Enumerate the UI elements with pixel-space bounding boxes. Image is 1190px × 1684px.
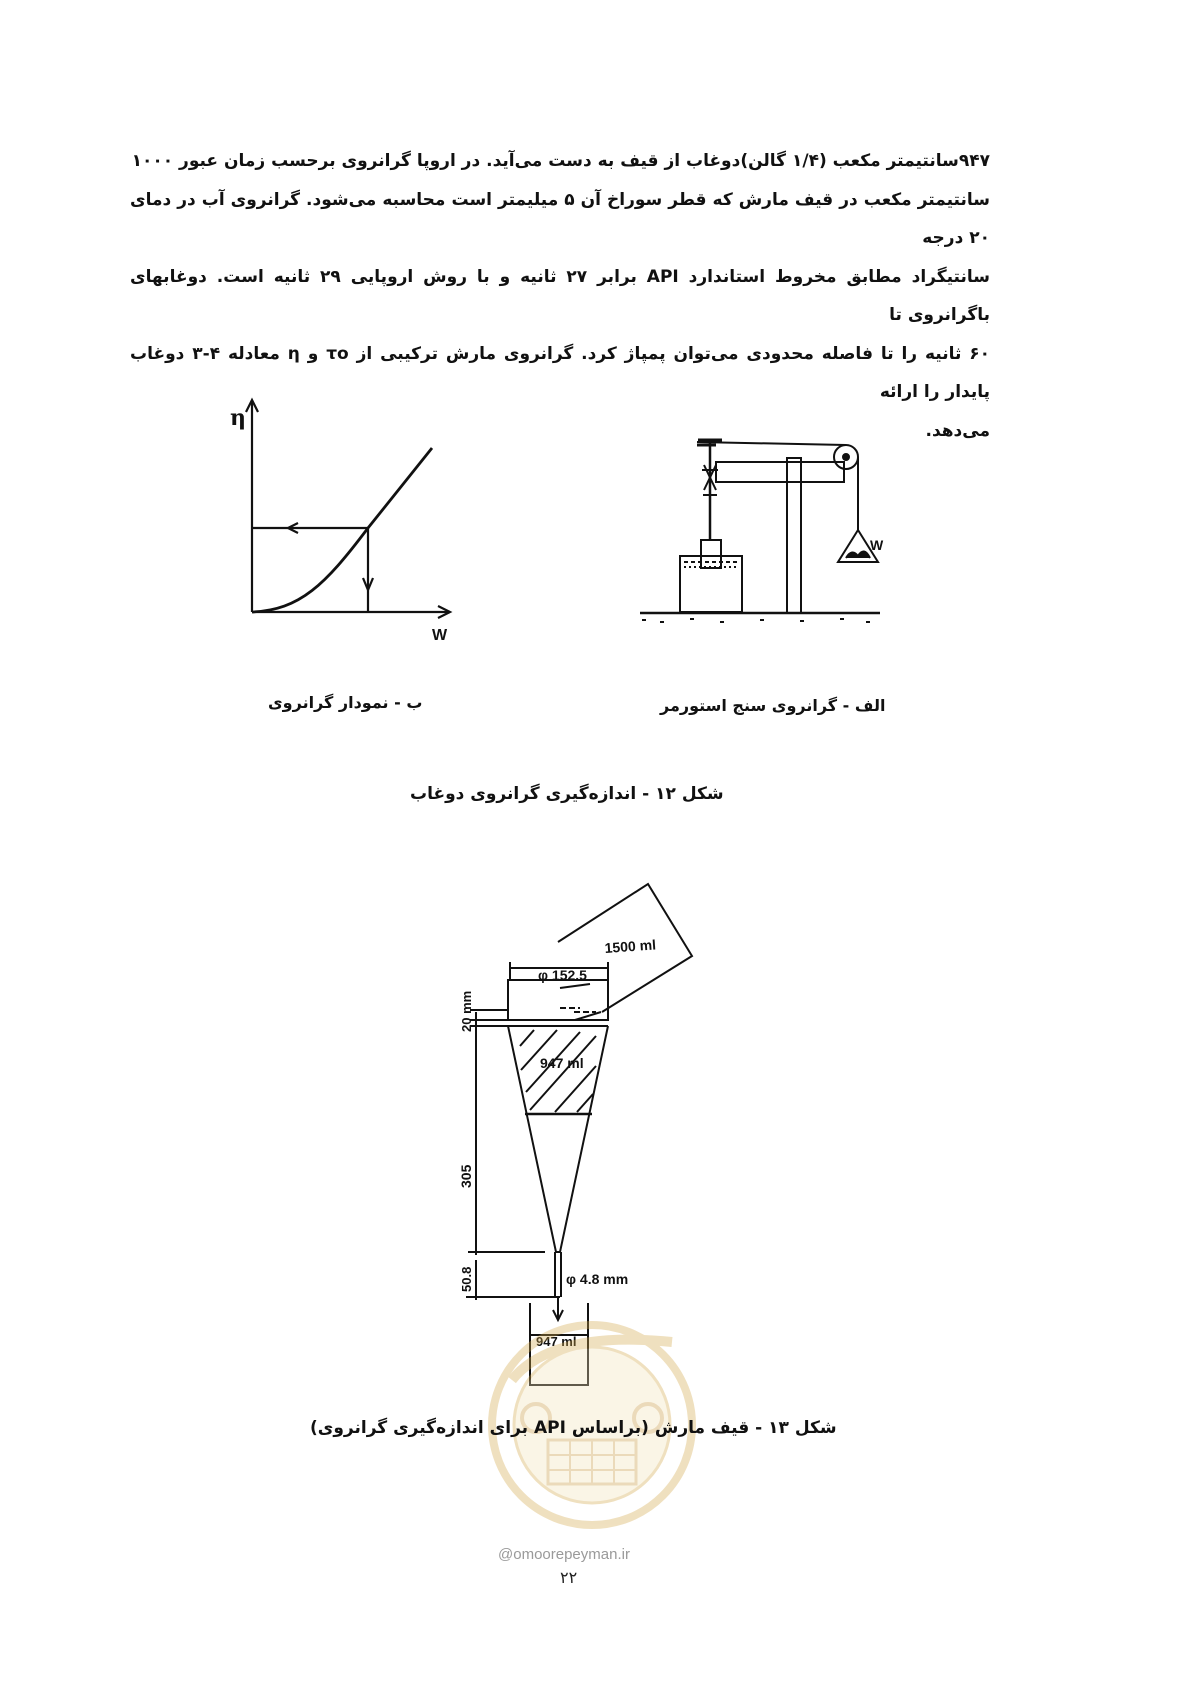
- paragraph-line-2: سانتیمتر مکعب در قیف مارش که قطر سوراخ آن ۵ میلیمتر است محاسبه می‌شود. گرانروی آب در دمای ۲۰ درجه: [130, 189, 990, 248]
- rotor: [701, 540, 721, 568]
- nozzle-diameter-label: φ 4.8 mm: [566, 1271, 629, 1287]
- viscosity-graph: [246, 400, 450, 618]
- figure-13-caption: شکل ۱۳ - قیف مارش (براساس API برای اندازه‌گیری گرانروی): [310, 1418, 837, 1438]
- watermark-website: @omoorepeyman.ir: [498, 1546, 630, 1563]
- pulley-string-top: [697, 442, 846, 445]
- sample-cup: [680, 556, 742, 612]
- volume-1500-label: 1500 ml: [604, 936, 657, 956]
- cup-947-label: 947 ml: [536, 1334, 577, 1349]
- paragraph-line-5: می‌دهد.: [925, 420, 990, 441]
- figure-12-caption: شکل ۱۲ - اندازه‌گیری گرانروی دوغاب: [410, 784, 724, 804]
- dimension-508-label: 50.8: [459, 1266, 474, 1292]
- graph-curve: [252, 448, 432, 612]
- stormer-viscometer: [640, 440, 880, 622]
- paragraph-line-3: سانتیگراد مطابق مخروط استاندارد API برابر ۲۷ ثانیه و با روش اروپایی ۲۹ ثانیه است. دوغابهای باگرانروی تا: [130, 266, 990, 325]
- graph-eta-label: η: [230, 405, 246, 431]
- funnel-947-label: 947 ml: [540, 1055, 584, 1071]
- viscometer-arm: [716, 462, 844, 482]
- funnel-hatch: [520, 1030, 596, 1112]
- viscometer-weight-label: W: [870, 537, 884, 553]
- marsh-funnel: [466, 884, 692, 1385]
- graph-w-label: W: [432, 627, 448, 644]
- caption-viscometer: الف - گرانروی سنج استورمر: [660, 696, 886, 715]
- top-diameter-label: φ 152.5: [538, 967, 587, 983]
- paragraph-line-4: ۶۰ ثانیه را تا فاصله محدودی می‌توان پمپاژ کرد. گرانروی مارش ترکیبی از τo و η معادله ۴-۳ دوغاب پایدار را ارائه: [130, 343, 990, 402]
- caption-graph: ب - نمودار گرانروی: [268, 693, 423, 712]
- paragraph-line-1: ۹۴۷سانتیمتر مکعب (۱/۴ گالن)دوغاب از قیف به دست می‌آید. در اروپا گرانروی برحسب زمان عبور ۱۰۰۰: [131, 151, 990, 171]
- dimension-305-label: 305: [458, 1164, 474, 1188]
- page-number: ۲۲: [560, 1568, 578, 1587]
- dimension-20mm-label: 20 mm: [459, 990, 474, 1032]
